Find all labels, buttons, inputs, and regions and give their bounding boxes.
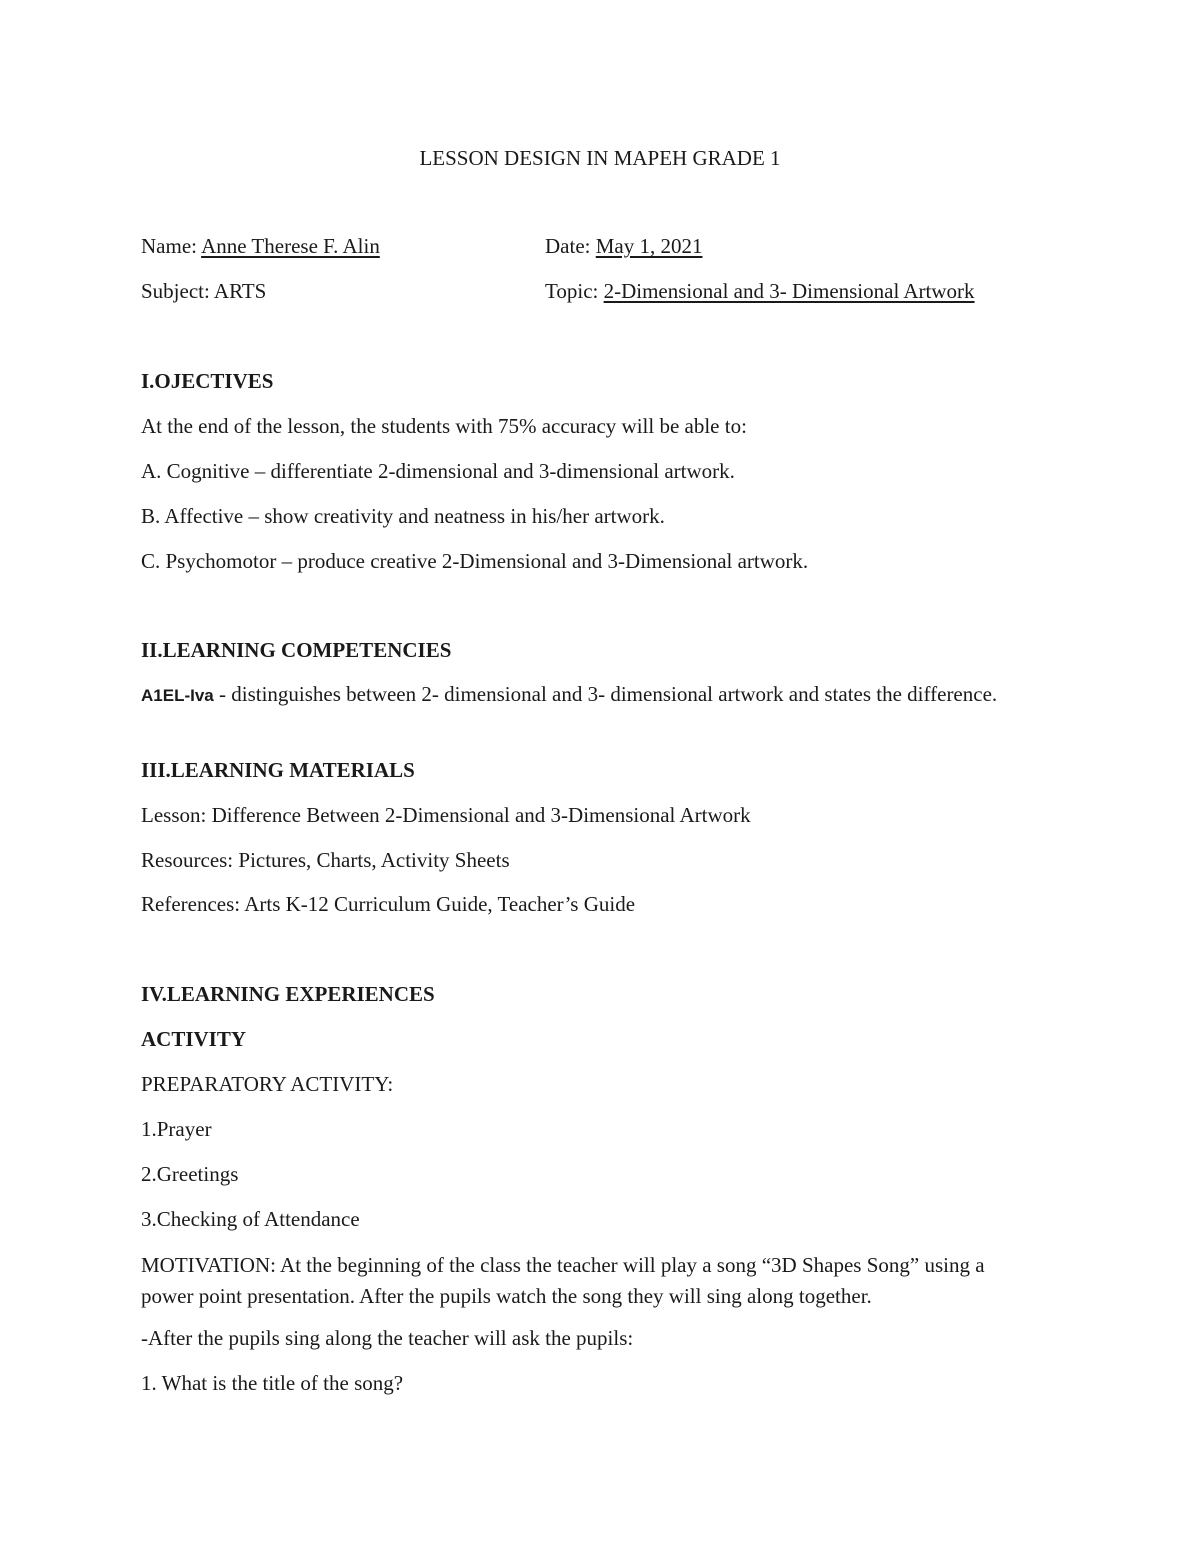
materials-lesson: Lesson: Difference Between 2-Dimensional and 3-Dimensional Artwork bbox=[141, 803, 751, 827]
objective-item: C. Psychomotor – produce creative 2-Dimensional and 3-Dimensional artwork. bbox=[141, 549, 809, 573]
motivation-paragraph: MOTIVATION: At the beginning of the class the teacher will play a song “3D Shapes Song” using a power point presentation. After the pupils watch the song they will sing along together. bbox=[141, 1253, 985, 1308]
name-label: Name: bbox=[141, 234, 202, 258]
competencies-heading: II.LEARNING COMPETENCIES bbox=[141, 638, 452, 662]
date-label: Date: bbox=[545, 234, 596, 258]
date-field bbox=[545, 233, 702, 259]
after-sing-text: -After the pupils sing along the teacher will ask the pupils: bbox=[141, 1326, 634, 1350]
competency-description: - distinguishes between 2- dimensional and 3- dimensional artwork and states the difference. bbox=[213, 682, 998, 706]
topic-value: 2-Dimensional and 3- Dimensional Artwork bbox=[603, 279, 975, 303]
materials-resources: Resources: Pictures, Charts, Activity Sheets bbox=[141, 848, 510, 872]
topic-label: Topic: bbox=[545, 279, 604, 303]
document-title: LESSON DESIGN IN MAPEH GRADE 1 bbox=[419, 146, 781, 170]
competency-text bbox=[141, 680, 1041, 710]
name-value: Anne Therese F. Alin bbox=[201, 234, 380, 258]
date-value: May 1, 2021 bbox=[595, 234, 703, 258]
preparatory-step: 1.Prayer bbox=[141, 1117, 212, 1141]
objective-item: A. Cognitive – differentiate 2-dimensional and 3-dimensional artwork. bbox=[141, 459, 735, 483]
materials-references: References: Arts K-12 Curriculum Guide, Teacher’s Guide bbox=[141, 892, 636, 916]
objectives-intro: At the end of the lesson, the students with 75% accuracy will be able to: bbox=[141, 414, 747, 438]
experiences-heading: IV.LEARNING EXPERIENCES bbox=[141, 982, 435, 1006]
objective-item: B. Affective – show creativity and neatness in his/her artwork. bbox=[141, 504, 665, 528]
question-item: 1. What is the title of the song? bbox=[141, 1371, 404, 1395]
competency-code: A1EL-Iva bbox=[141, 686, 214, 705]
topic-field bbox=[545, 278, 975, 304]
preparatory-step: 3.Checking of Attendance bbox=[141, 1207, 360, 1231]
materials-heading: III.LEARNING MATERIALS bbox=[141, 758, 415, 782]
subject-field: Subject: ARTS bbox=[141, 279, 267, 303]
objectives-heading: I.OJECTIVES bbox=[141, 369, 274, 393]
preparatory-step: 2.Greetings bbox=[141, 1162, 239, 1186]
activity-heading: ACTIVITY bbox=[141, 1027, 247, 1051]
preparatory-heading: PREPARATORY ACTIVITY: bbox=[141, 1072, 394, 1096]
name-field bbox=[141, 233, 380, 259]
